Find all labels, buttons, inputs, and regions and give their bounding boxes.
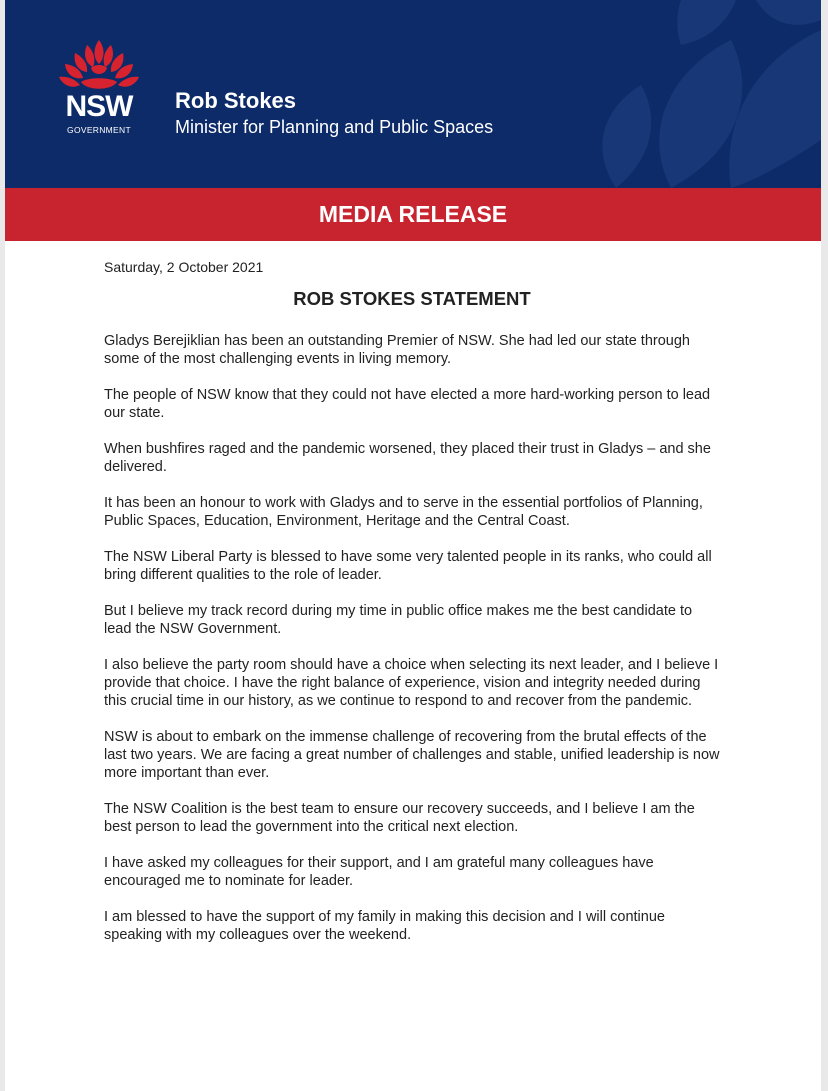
- nsw-government-logo: [53, 36, 145, 136]
- minister-title: Minister for Planning and Public Spaces: [175, 117, 494, 137]
- banner-label: MEDIA RELEASE: [318, 201, 508, 227]
- logo-wordmark: NSW: [65, 90, 133, 123]
- release-title: ROB STOKES STATEMENT: [293, 288, 531, 309]
- logo-subtext: GOVERNMENT: [67, 125, 131, 135]
- release-date: Saturday, 2 October 2021: [104, 259, 264, 275]
- paragraph: I also believe the party room should have a choice when selecting its next leader, and I believe I provide that choice. I have the right balance of experience, vision and integrity needed during this crucial time in our history, as we continue to respond to and recover from the pandemic.: [104, 657, 719, 709]
- media-release-page: [5, 0, 821, 1091]
- paragraph: I have asked my colleagues for their support, and I am grateful many colleagues have encouraged me to nominate for leader.: [104, 855, 654, 889]
- waratah-flower-icon: [53, 36, 145, 96]
- header: [5, 0, 821, 188]
- release-body: [104, 258, 720, 962]
- paragraph: I am blessed to have the support of my family in making this decision and I will continue speaking with my colleagues over the weekend.: [104, 909, 665, 943]
- media-release-banner: [5, 188, 821, 241]
- paragraph: The NSW Coalition is the best team to ensure our recovery succeeds, and I believe I am the best person to lead the government into the critical next election.: [104, 801, 695, 835]
- paragraph: The NSW Liberal Party is blessed to have some very talented people in its ranks, who could all bring different qualities to the role of leader.: [104, 549, 712, 583]
- waratah-watermark-icon: [521, 0, 821, 188]
- paragraph: When bushfires raged and the pandemic worsened, they placed their trust in Gladys – and she delivered.: [104, 441, 711, 475]
- minister-name: Rob Stokes: [175, 88, 297, 113]
- paragraph: The people of NSW know that they could not have elected a more hard-working person to lead our state.: [104, 387, 711, 421]
- paragraph: It has been an honour to work with Gladys and to serve in the essential portfolios of Planning, Public Spaces, Education, Environment, Heritage and the Central Coast.: [104, 495, 703, 529]
- paragraph: NSW is about to embark on the immense challenge of recovering from the brutal effects of the last two years. We are facing a great number of challenges and stable, unified leadership is now more important than ever.: [104, 729, 720, 781]
- paragraph: But I believe my track record during my time in public office makes me the best candidate to lead the NSW Government.: [104, 603, 693, 637]
- paragraph: Gladys Berejiklian has been an outstanding Premier of NSW. She had led our state through some of the most challenging events in living memory.: [104, 333, 690, 367]
